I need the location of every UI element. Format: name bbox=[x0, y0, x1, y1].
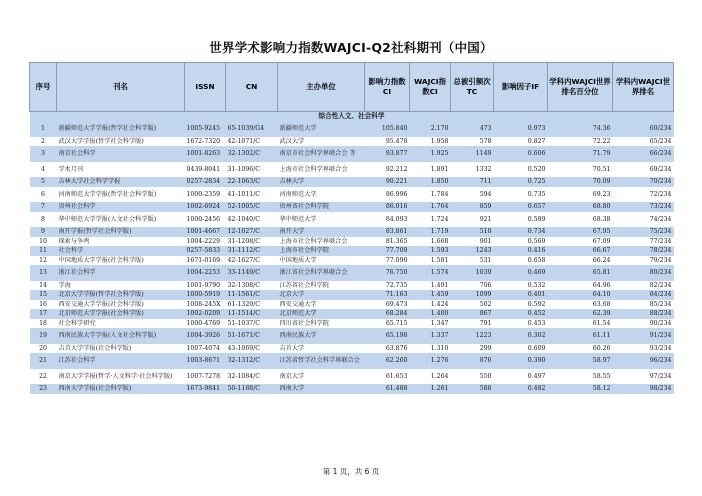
cn-cell: 52-1005/C bbox=[226, 202, 278, 212]
row-number: 15 bbox=[30, 290, 57, 300]
rank-cell: 85/234 bbox=[613, 300, 674, 310]
header-ci: 影响力指数CI bbox=[365, 63, 410, 112]
percentile-cell: 58.55 bbox=[548, 369, 613, 385]
header-wajci: WAJCI指数CI bbox=[410, 63, 451, 112]
percentile-cell: 66.67 bbox=[548, 246, 613, 256]
row-number: 21 bbox=[30, 353, 57, 369]
tc-cell: 1223 bbox=[451, 328, 494, 344]
tc-cell: 921 bbox=[451, 212, 494, 228]
issn-cell: 1001-9790 bbox=[185, 281, 226, 291]
table-row bbox=[30, 121, 674, 137]
tc-cell: 1332 bbox=[451, 162, 494, 178]
table-row bbox=[30, 146, 674, 162]
tc-cell: 859 bbox=[451, 202, 494, 212]
tc-cell: 502 bbox=[451, 300, 494, 310]
rank-cell: 65/234 bbox=[613, 137, 674, 147]
ci-cell: 92.212 bbox=[365, 162, 410, 178]
wajci-cell: 1.784 bbox=[410, 187, 451, 203]
ci-cell: 86.996 bbox=[365, 187, 410, 203]
ci-cell: 71.163 bbox=[365, 290, 410, 300]
ci-cell: 76.750 bbox=[365, 265, 410, 281]
journal-name: 吉首大学学报(社会科学版) bbox=[57, 344, 185, 354]
ci-cell: 77.090 bbox=[365, 256, 410, 266]
tc-cell: 550 bbox=[451, 369, 494, 385]
wajci-cell: 1.958 bbox=[410, 137, 451, 147]
row-number: 23 bbox=[30, 384, 57, 394]
ci-cell: 77.709 bbox=[365, 246, 410, 256]
cn-cell: 32-1308/C bbox=[226, 281, 278, 291]
row-number: 22 bbox=[30, 369, 57, 385]
ci-cell: 65.715 bbox=[365, 319, 410, 329]
header-if: 影响因子IF bbox=[494, 63, 548, 112]
row-number: 3 bbox=[30, 146, 57, 162]
row-number: 18 bbox=[30, 319, 57, 329]
organizer-cell: 中国地质大学 bbox=[278, 256, 365, 266]
cn-cell: 32-1302/C bbox=[226, 146, 278, 162]
ci-cell: 86.016 bbox=[365, 202, 410, 212]
cn-cell: 11-1514/C bbox=[226, 309, 278, 319]
percentile-cell: 63.68 bbox=[548, 300, 613, 310]
journal-table bbox=[29, 62, 674, 394]
tc-cell: 473 bbox=[451, 121, 494, 137]
organizer-cell: 上海市社会科学院 bbox=[278, 246, 365, 256]
section-row bbox=[30, 112, 674, 122]
wajci-cell: 1.574 bbox=[410, 265, 451, 281]
journal-name: 学海 bbox=[57, 281, 185, 291]
organizer-cell: 新疆师范大学 bbox=[278, 121, 365, 137]
journal-name: 北京大学学报(哲学社会科学版) bbox=[57, 290, 185, 300]
rank-cell: 96/234 bbox=[613, 353, 674, 369]
organizer-cell: 武汉大学 bbox=[278, 137, 365, 147]
if-cell: 0.520 bbox=[494, 162, 548, 178]
journal-name: 北京师范大学学报(社会科学版) bbox=[57, 309, 185, 319]
row-number: 16 bbox=[30, 300, 57, 310]
rank-cell: 72/234 bbox=[613, 187, 674, 203]
wajci-cell: 1.491 bbox=[410, 281, 451, 291]
wajci-cell: 1.459 bbox=[410, 290, 451, 300]
table-row bbox=[30, 227, 674, 237]
if-cell: 0.469 bbox=[494, 265, 548, 281]
organizer-cell: 西南民族大学 bbox=[278, 328, 365, 344]
journal-name: 探索与争鸣 bbox=[57, 237, 185, 247]
header-issn: ISSN bbox=[185, 63, 226, 112]
percentile-cell: 67.95 bbox=[548, 227, 613, 237]
issn-cell: 0257-2834 bbox=[185, 177, 226, 187]
table-row bbox=[30, 187, 674, 203]
tc-cell: 588 bbox=[451, 384, 494, 394]
table-row bbox=[30, 137, 674, 147]
issn-cell: 1001-8263 bbox=[185, 146, 226, 162]
wajci-cell: 1.424 bbox=[410, 300, 451, 310]
table-row bbox=[30, 281, 674, 291]
journal-name: 华中师范大学学报(人文社会科学版) bbox=[57, 212, 185, 228]
tc-cell: 876 bbox=[451, 353, 494, 369]
cn-cell: 61-1329/C bbox=[226, 300, 278, 310]
tc-cell: 1099 bbox=[451, 290, 494, 300]
issn-cell: 1673-9841 bbox=[185, 384, 226, 394]
row-number: 13 bbox=[30, 265, 57, 281]
table-row bbox=[30, 162, 674, 178]
percentile-cell: 69.23 bbox=[548, 187, 613, 203]
row-number: 8 bbox=[30, 212, 57, 228]
row-number: 10 bbox=[30, 237, 57, 247]
if-cell: 0.592 bbox=[494, 300, 548, 310]
issn-cell: 1002-6924 bbox=[185, 202, 226, 212]
journal-name: 贵州社会科学 bbox=[57, 202, 185, 212]
if-cell: 0.453 bbox=[494, 319, 548, 329]
table-row bbox=[30, 237, 674, 247]
wajci-cell: 1.719 bbox=[410, 227, 451, 237]
percentile-cell: 64.96 bbox=[548, 281, 613, 291]
percentile-cell: 64.10 bbox=[548, 290, 613, 300]
ci-cell: 95.478 bbox=[365, 137, 410, 147]
percentile-cell: 58.12 bbox=[548, 384, 613, 394]
table-row bbox=[30, 353, 674, 369]
rank-cell: 66/234 bbox=[613, 146, 674, 162]
journal-name: 江苏社会科学 bbox=[57, 353, 185, 369]
cn-cell: 50-1188/C bbox=[226, 384, 278, 394]
table-row bbox=[30, 246, 674, 256]
table-row bbox=[30, 265, 674, 281]
page-title: 世界学术影响力指数WAJCI-Q2社科期刊（中国） bbox=[209, 40, 493, 55]
table-row bbox=[30, 319, 674, 329]
if-cell: 0.302 bbox=[494, 328, 548, 344]
if-cell: 0.452 bbox=[494, 309, 548, 319]
header-name: 刊名 bbox=[57, 63, 185, 112]
wajci-cell: 2.170 bbox=[410, 121, 451, 137]
wajci-cell: 1.891 bbox=[410, 162, 451, 178]
if-cell: 0.609 bbox=[494, 344, 548, 354]
tc-cell: 1149 bbox=[451, 146, 494, 162]
organizer-cell: 贵州省社会科学院 bbox=[278, 202, 365, 212]
rank-cell: 70/234 bbox=[613, 177, 674, 187]
issn-cell: 1008-245X bbox=[185, 300, 226, 310]
journal-name: 吉林大学社会科学学报 bbox=[57, 177, 185, 187]
rank-cell: 60/234 bbox=[613, 121, 674, 137]
percentile-cell: 70.51 bbox=[548, 162, 613, 178]
organizer-cell: 吉林大学 bbox=[278, 177, 365, 187]
percentile-cell: 62.39 bbox=[548, 309, 613, 319]
organizer-cell: 江苏省哲学社会科学界联合会 bbox=[278, 353, 365, 369]
tc-cell: 711 bbox=[451, 177, 494, 187]
issn-cell: 1004-3926 bbox=[185, 328, 226, 344]
issn-cell: 1672-7320 bbox=[185, 137, 226, 147]
percentile-cell: 58.97 bbox=[548, 353, 613, 369]
issn-cell: 1003-8671 bbox=[185, 353, 226, 369]
tc-cell: 1243 bbox=[451, 246, 494, 256]
table-row bbox=[30, 309, 674, 319]
cn-cell: 43-1069/C bbox=[226, 344, 278, 354]
ci-cell: 90.221 bbox=[365, 177, 410, 187]
issn-cell: 0257-5833 bbox=[185, 246, 226, 256]
ci-cell: 68.284 bbox=[365, 309, 410, 319]
organizer-cell: 江苏省社会科学院 bbox=[278, 281, 365, 291]
wajci-cell: 1.310 bbox=[410, 344, 451, 354]
issn-cell: 1001-4667 bbox=[185, 227, 226, 237]
issn-cell: 1004-2229 bbox=[185, 237, 226, 247]
table-row bbox=[30, 328, 674, 344]
organizer-cell: 北京师范大学 bbox=[278, 309, 365, 319]
percentile-cell: 61.11 bbox=[548, 328, 613, 344]
issn-cell: 1004-2253 bbox=[185, 265, 226, 281]
cn-cell: 51-1671/C bbox=[226, 328, 278, 344]
tc-cell: 706 bbox=[451, 281, 494, 291]
percentile-cell: 68.80 bbox=[548, 202, 613, 212]
percentile-cell: 65.81 bbox=[548, 265, 613, 281]
if-cell: 0.497 bbox=[494, 369, 548, 385]
row-number: 6 bbox=[30, 187, 57, 203]
wajci-cell: 1.764 bbox=[410, 202, 451, 212]
ci-cell: 84.093 bbox=[365, 212, 410, 228]
cn-cell: 32-1312/C bbox=[226, 353, 278, 369]
wajci-cell: 1.581 bbox=[410, 256, 451, 266]
wajci-cell: 1.261 bbox=[410, 384, 451, 394]
journal-name: 西南大学学报(社会科学版) bbox=[57, 384, 185, 394]
if-cell: 0.735 bbox=[494, 187, 548, 203]
journal-name: 新疆师范大学学报(哲学社会科学版) bbox=[57, 121, 185, 137]
cn-cell: 42-1627/C bbox=[226, 256, 278, 266]
ci-cell: 81.365 bbox=[365, 237, 410, 247]
issn-cell: 1005-9245 bbox=[185, 121, 226, 137]
header-rank: 学科内WAJCI世界排名 bbox=[613, 63, 674, 112]
tc-cell: 1039 bbox=[451, 265, 494, 281]
if-cell: 0.657 bbox=[494, 202, 548, 212]
row-number: 1 bbox=[30, 121, 57, 137]
journal-name: 浙江社会科学 bbox=[57, 265, 185, 281]
cn-cell: 22-1063/C bbox=[226, 177, 278, 187]
percentile-cell: 60.26 bbox=[548, 344, 613, 354]
table-row bbox=[30, 212, 674, 228]
row-number: 11 bbox=[30, 246, 57, 256]
if-cell: 0.589 bbox=[494, 212, 548, 228]
wajci-cell: 1.850 bbox=[410, 177, 451, 187]
row-number: 17 bbox=[30, 309, 57, 319]
rank-cell: 93/234 bbox=[613, 344, 674, 354]
wajci-cell: 1.400 bbox=[410, 309, 451, 319]
journal-name: 中国地质大学学报(社会科学版) bbox=[57, 256, 185, 266]
rank-cell: 97/234 bbox=[613, 369, 674, 385]
tc-cell: 578 bbox=[451, 137, 494, 147]
header-cn: CN bbox=[226, 63, 278, 112]
cn-cell: 31-1112/C bbox=[226, 246, 278, 256]
header-tc: 总被引频次TC bbox=[451, 63, 494, 112]
if-cell: 0.390 bbox=[494, 353, 548, 369]
organizer-cell: 河南师范大学 bbox=[278, 187, 365, 203]
tc-cell: 531 bbox=[451, 256, 494, 266]
rank-cell: 78/234 bbox=[613, 246, 674, 256]
row-number: 20 bbox=[30, 344, 57, 354]
cn-cell: 42-1071/C bbox=[226, 137, 278, 147]
percentile-cell: 68.38 bbox=[548, 212, 613, 228]
issn-cell: 1000-2359 bbox=[185, 187, 226, 203]
table-row bbox=[30, 300, 674, 310]
cn-cell: 11-1561/C bbox=[226, 290, 278, 300]
organizer-cell: 南京大学 bbox=[278, 369, 365, 385]
table-row bbox=[30, 290, 674, 300]
organizer-cell: 吉首大学 bbox=[278, 344, 365, 354]
tc-cell: 791 bbox=[451, 319, 494, 329]
table-row bbox=[30, 177, 674, 187]
rank-cell: 80/234 bbox=[613, 265, 674, 281]
row-number: 5 bbox=[30, 177, 57, 187]
cn-cell: 31-1096/C bbox=[226, 162, 278, 178]
if-cell: 0.658 bbox=[494, 256, 548, 266]
organizer-cell: 四川省社会科学院 bbox=[278, 319, 365, 329]
wajci-cell: 1.337 bbox=[410, 328, 451, 344]
issn-cell: 1000-5919 bbox=[185, 290, 226, 300]
ci-cell: 65.198 bbox=[365, 328, 410, 344]
cn-cell: 31-1208/C bbox=[226, 237, 278, 247]
wajci-cell: 1.264 bbox=[410, 369, 451, 385]
rank-cell: 75/234 bbox=[613, 227, 674, 237]
ci-cell: 72.735 bbox=[365, 281, 410, 291]
table-row bbox=[30, 202, 674, 212]
rank-cell: 84/234 bbox=[613, 290, 674, 300]
wajci-cell: 1.925 bbox=[410, 146, 451, 162]
ci-cell: 62.260 bbox=[365, 353, 410, 369]
row-number: 9 bbox=[30, 227, 57, 237]
issn-cell: 0439-8041 bbox=[185, 162, 226, 178]
page-footer: 第 1 页，共 6 页 bbox=[322, 467, 380, 476]
percentile-cell: 70.09 bbox=[548, 177, 613, 187]
if-cell: 0.734 bbox=[494, 227, 548, 237]
rank-cell: 79/234 bbox=[613, 256, 674, 266]
organizer-cell: 南京市社会科学界联合会 等 bbox=[278, 146, 365, 162]
ci-cell: 61.488 bbox=[365, 384, 410, 394]
organizer-cell: 华中师范大学 bbox=[278, 212, 365, 228]
journal-name: 西安交通大学学报(社会科学版) bbox=[57, 300, 185, 310]
if-cell: 0.416 bbox=[494, 246, 548, 256]
ci-cell: 105.840 bbox=[365, 121, 410, 137]
journal-name: 南京大学学报(哲学·人文科学·社会科学版) bbox=[57, 369, 185, 385]
header-percentile: 学科内WAJCI世界排名百分位 bbox=[548, 63, 613, 112]
cn-cell: 65-1039/G4 bbox=[226, 121, 278, 137]
organizer-cell: 西南大学 bbox=[278, 384, 365, 394]
journal-name: 武汉大学学报(哲学社会科学版) bbox=[57, 137, 185, 147]
if-cell: 0.532 bbox=[494, 281, 548, 291]
percentile-cell: 66.24 bbox=[548, 256, 613, 266]
journal-name: 社会科学研究 bbox=[57, 319, 185, 329]
percentile-cell: 71.79 bbox=[548, 146, 613, 162]
row-number: 14 bbox=[30, 281, 57, 291]
rank-cell: 73/234 bbox=[613, 202, 674, 212]
journal-name: 南京社会科学 bbox=[57, 146, 185, 162]
table-row bbox=[30, 369, 674, 385]
journal-name: 学术月刊 bbox=[57, 162, 185, 178]
table-row bbox=[30, 384, 674, 394]
rank-cell: 91/234 bbox=[613, 328, 674, 344]
issn-cell: 1000-4769 bbox=[185, 319, 226, 329]
table-row bbox=[30, 344, 674, 354]
ci-cell: 61.653 bbox=[365, 369, 410, 385]
if-cell: 0.482 bbox=[494, 384, 548, 394]
tc-cell: 867 bbox=[451, 309, 494, 319]
issn-cell: 1007-4074 bbox=[185, 344, 226, 354]
header-no: 序号 bbox=[30, 63, 57, 112]
row-number: 2 bbox=[30, 137, 57, 147]
tc-cell: 901 bbox=[451, 237, 494, 247]
wajci-cell: 1.276 bbox=[410, 353, 451, 369]
rank-cell: 98/234 bbox=[613, 384, 674, 394]
if-cell: 0.606 bbox=[494, 146, 548, 162]
ci-cell: 63.876 bbox=[365, 344, 410, 354]
percentile-cell: 74.36 bbox=[548, 121, 613, 137]
if-cell: 0.725 bbox=[494, 177, 548, 187]
journal-name: 南开学报(哲学社会科学版) bbox=[57, 227, 185, 237]
wajci-cell: 1.724 bbox=[410, 212, 451, 228]
rank-cell: 77/234 bbox=[613, 237, 674, 247]
cn-cell: 42-1040/C bbox=[226, 212, 278, 228]
organizer-cell: 上海市社会科学界联合会 bbox=[278, 162, 365, 178]
if-cell: 0.401 bbox=[494, 290, 548, 300]
issn-cell: 1671-0169 bbox=[185, 256, 226, 266]
header-org: 主办单位 bbox=[278, 63, 365, 112]
organizer-cell: 西安交通大学 bbox=[278, 300, 365, 310]
issn-cell: 1002-0209 bbox=[185, 309, 226, 319]
cn-cell: 41-1011/C bbox=[226, 187, 278, 203]
table-row bbox=[30, 256, 674, 266]
percentile-cell: 61.54 bbox=[548, 319, 613, 329]
percentile-cell: 72.22 bbox=[548, 137, 613, 147]
rank-cell: 69/234 bbox=[613, 162, 674, 178]
cn-cell: 12-1027/C bbox=[226, 227, 278, 237]
wajci-cell: 1.668 bbox=[410, 237, 451, 247]
journal-name: 社会科学 bbox=[57, 246, 185, 256]
row-number: 19 bbox=[30, 328, 57, 344]
issn-cell: 1000-2456 bbox=[185, 212, 226, 228]
organizer-cell: 南开大学 bbox=[278, 227, 365, 237]
cn-cell: 33-1149/C bbox=[226, 265, 278, 281]
row-number: 7 bbox=[30, 202, 57, 212]
tc-cell: 299 bbox=[451, 344, 494, 354]
if-cell: 0.827 bbox=[494, 137, 548, 147]
organizer-cell: 北京大学 bbox=[278, 290, 365, 300]
ci-cell: 83.861 bbox=[365, 227, 410, 237]
tc-cell: 594 bbox=[451, 187, 494, 203]
table-header-row bbox=[30, 63, 674, 112]
if-cell: 0.973 bbox=[494, 121, 548, 137]
wajci-cell: 1.347 bbox=[410, 319, 451, 329]
cn-cell: 32-1084/C bbox=[226, 369, 278, 385]
row-number: 12 bbox=[30, 256, 57, 266]
rank-cell: 88/234 bbox=[613, 309, 674, 319]
journal-name: 西南民族大学学报(人文社会科学版) bbox=[57, 328, 185, 344]
cn-cell: 51-1037/C bbox=[226, 319, 278, 329]
ci-cell: 93.877 bbox=[365, 146, 410, 162]
rank-cell: 74/234 bbox=[613, 212, 674, 228]
wajci-cell: 1.593 bbox=[410, 246, 451, 256]
rank-cell: 82/234 bbox=[613, 281, 674, 291]
ci-cell: 69.473 bbox=[365, 300, 410, 310]
row-number: 4 bbox=[30, 162, 57, 178]
rank-cell: 90/234 bbox=[613, 319, 674, 329]
issn-cell: 1007-7278 bbox=[185, 369, 226, 385]
tc-cell: 510 bbox=[451, 227, 494, 237]
percentile-cell: 67.09 bbox=[548, 237, 613, 247]
organizer-cell: 上海市社会科学界联合会 bbox=[278, 237, 365, 247]
journal-name: 河南师范大学学报(哲学社会科学版) bbox=[57, 187, 185, 203]
section-label: 综合性人文、社会科学 bbox=[30, 112, 674, 122]
if-cell: 0.569 bbox=[494, 237, 548, 247]
organizer-cell: 浙江省社会科学界联合会 bbox=[278, 265, 365, 281]
